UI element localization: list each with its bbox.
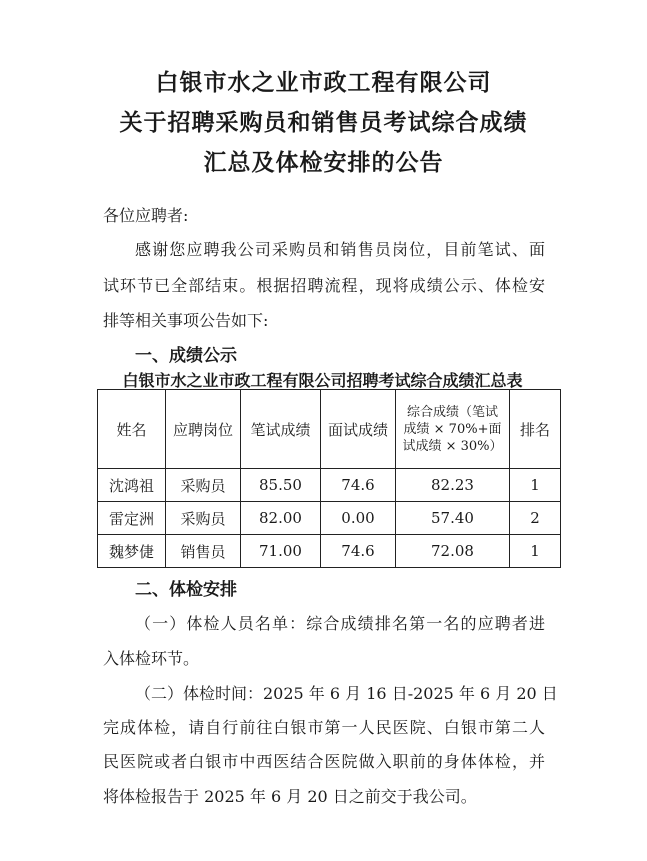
cell: 72.08 [396, 535, 510, 568]
item2-line: 将体检报告于 2025 年 6 月 20 日之前交于我公司。 [103, 787, 477, 806]
table-row [98, 535, 561, 568]
cell: 1 [510, 535, 561, 568]
cell: 74.6 [321, 469, 396, 502]
section-heading-medical: 二、体检安排 [135, 580, 237, 600]
intro-line: 感谢您应聘我公司采购员和销售员岗位，目前笔试、面 [135, 240, 545, 259]
title-line-3: 汇总及体检安排的公告 [203, 150, 444, 176]
table-row [98, 502, 561, 535]
cell: 销售员 [166, 535, 241, 568]
header-composite: 综合成绩（笔试成绩 × 70%+面试成绩 × 30%） [396, 390, 510, 469]
score-table [97, 389, 561, 568]
cell: 采购员 [166, 469, 241, 502]
item1-line: 入体检环节。 [103, 649, 200, 668]
cell: 0.00 [321, 502, 396, 535]
table-header-row [98, 390, 561, 469]
cell: 82.00 [241, 502, 321, 535]
header-name: 姓名 [98, 390, 166, 469]
table-row [98, 469, 561, 502]
header-rank: 排名 [510, 390, 561, 469]
cell: 雷定洲 [98, 502, 166, 535]
cell: 2 [510, 502, 561, 535]
cell: 沈鸿祖 [98, 469, 166, 502]
header-position: 应聘岗位 [166, 390, 241, 469]
header-interview: 面试成绩 [321, 390, 396, 469]
cell: 1 [510, 469, 561, 502]
item1-line: （一）体检人员名单：综合成绩排名第一名的应聘者进 [135, 614, 545, 633]
cell: 57.40 [396, 502, 510, 535]
salutation: 各位应聘者: [103, 206, 189, 225]
cell: 71.00 [241, 535, 321, 568]
cell: 85.50 [241, 469, 321, 502]
title-line-2: 关于招聘采购员和销售员考试综合成绩 [119, 110, 528, 136]
title-line-1: 白银市水之业市政工程有限公司 [155, 70, 492, 96]
intro-line: 试环节已全部结束。根据招聘流程，现将成绩公示、体检安 [103, 276, 545, 295]
intro-line: 排等相关事项公告如下: [103, 311, 269, 330]
item2-line: （二）体检时间：2025 年 6 月 16 日-2025 年 6 月 20 日 [135, 684, 558, 703]
item2-line: 民医院或者白银市中西医结合医院做入职前的身体体检，并 [103, 752, 545, 771]
header-written: 笔试成绩 [241, 390, 321, 469]
cell: 采购员 [166, 502, 241, 535]
table-caption: 白银市水之业市政工程有限公司招聘考试综合成绩汇总表 [122, 371, 523, 390]
item2-line: 完成体检，请自行前往白银市第一人民医院、白银市第二人 [103, 718, 545, 737]
section-heading-scores: 一、成绩公示 [135, 346, 237, 366]
cell: 74.6 [321, 535, 396, 568]
cell: 魏梦倢 [98, 535, 166, 568]
cell: 82.23 [396, 469, 510, 502]
